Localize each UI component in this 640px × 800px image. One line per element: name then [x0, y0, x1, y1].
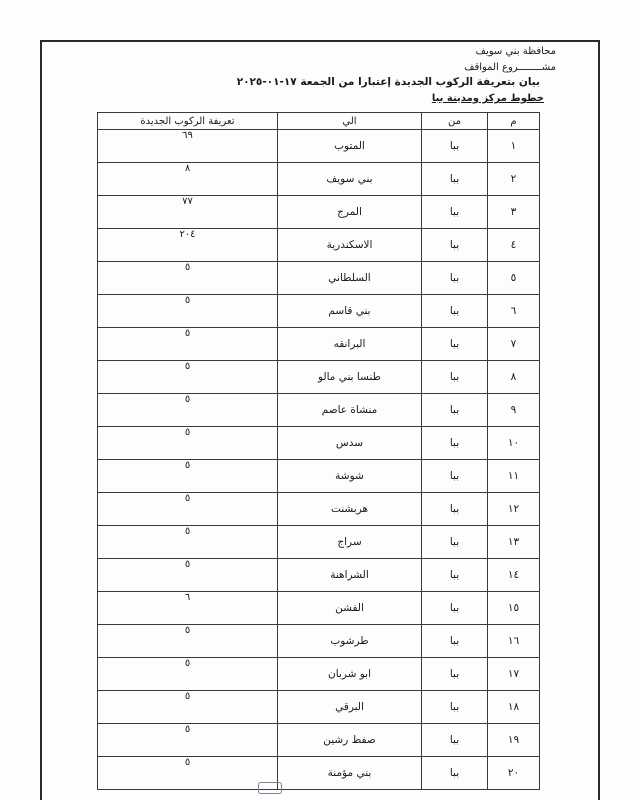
destination-cell: بني مؤمنة: [278, 757, 422, 790]
from-cell: ببا: [422, 526, 488, 559]
from-cell: ببا: [422, 658, 488, 691]
row-number-cell: ٦: [488, 295, 540, 328]
table-row: [98, 592, 540, 625]
destination-cell: الشراهنة: [278, 559, 422, 592]
fare-cell: ٥: [98, 658, 278, 691]
from-cell: ببا: [422, 394, 488, 427]
table-row: [98, 130, 540, 163]
from-cell: ببا: [422, 361, 488, 394]
fare-cell: ٦٩: [98, 130, 278, 163]
row-number-cell: ٧: [488, 328, 540, 361]
row-number-cell: ١١: [488, 460, 540, 493]
destination-cell: السلطاني: [278, 262, 422, 295]
destination-cell: الفشن: [278, 592, 422, 625]
document-subtitle: خطوط مركز ومدينة ببا: [431, 93, 544, 104]
table-row: [98, 757, 540, 790]
fare-cell: ٥: [98, 559, 278, 592]
column-header-to: الي: [278, 113, 422, 130]
fare-cell: ٥: [98, 427, 278, 460]
fare-cell: ٥: [98, 493, 278, 526]
fare-cell: ٥: [98, 361, 278, 394]
table-row: [98, 394, 540, 427]
destination-cell: سراج: [278, 526, 422, 559]
from-cell: ببا: [422, 196, 488, 229]
row-number-cell: ١٩: [488, 724, 540, 757]
row-number-cell: ٨: [488, 361, 540, 394]
fare-cell: ٦: [98, 592, 278, 625]
destination-cell: البرانقه: [278, 328, 422, 361]
row-number-cell: ١٥: [488, 592, 540, 625]
fare-cell: ٥: [98, 526, 278, 559]
fare-cell: ٧٧: [98, 196, 278, 229]
fare-cell: ٥: [98, 394, 278, 427]
table-row: [98, 658, 540, 691]
from-cell: ببا: [422, 493, 488, 526]
fare-cell: ٥: [98, 724, 278, 757]
from-cell: ببا: [422, 592, 488, 625]
table-row: [98, 427, 540, 460]
table-row: [98, 724, 540, 757]
table-row: [98, 295, 540, 328]
row-number-cell: ١٨: [488, 691, 540, 724]
table-row: [98, 196, 540, 229]
row-number-cell: ٢: [488, 163, 540, 196]
table-row: [98, 262, 540, 295]
row-number-cell: ١٤: [488, 559, 540, 592]
row-number-cell: ١٧: [488, 658, 540, 691]
from-cell: ببا: [422, 427, 488, 460]
from-cell: ببا: [422, 757, 488, 790]
from-cell: ببا: [422, 229, 488, 262]
destination-cell: طرشوب: [278, 625, 422, 658]
destination-cell: المتوب: [278, 130, 422, 163]
table-row: [98, 625, 540, 658]
fare-cell: ٢٠٤: [98, 229, 278, 262]
row-number-cell: ٥: [488, 262, 540, 295]
fare-cell: ٥: [98, 328, 278, 361]
table-row: [98, 229, 540, 262]
from-cell: ببا: [422, 691, 488, 724]
row-number-cell: ٩: [488, 394, 540, 427]
destination-cell: سدس: [278, 427, 422, 460]
destination-cell: طنسا بني مالو: [278, 361, 422, 394]
fare-cell: ٥: [98, 295, 278, 328]
table-row: [98, 163, 540, 196]
fare-cell: ٥: [98, 691, 278, 724]
table-row: [98, 328, 540, 361]
fare-cell: ٥: [98, 625, 278, 658]
row-number-cell: ١٦: [488, 625, 540, 658]
row-number-cell: ٢٠: [488, 757, 540, 790]
table-header-row: [98, 113, 540, 130]
row-number-cell: ١٠: [488, 427, 540, 460]
from-cell: ببا: [422, 724, 488, 757]
destination-cell: المرج: [278, 196, 422, 229]
from-cell: ببا: [422, 130, 488, 163]
destination-cell: بني قاسم: [278, 295, 422, 328]
governorate-name: محافظة بني سويف: [475, 46, 556, 57]
fare-cell: ٥: [98, 460, 278, 493]
destination-cell: ابو شربان: [278, 658, 422, 691]
destination-cell: منشاة عاصم: [278, 394, 422, 427]
from-cell: ببا: [422, 328, 488, 361]
destination-cell: الاسكندرية: [278, 229, 422, 262]
row-number-cell: ١٣: [488, 526, 540, 559]
row-number-cell: ٤: [488, 229, 540, 262]
from-cell: ببا: [422, 460, 488, 493]
fares-table: [97, 112, 540, 790]
document-subject: بيان بتعريفة الركوب الجديدة إعتبارا من الجمعة ١٧-٠١-٢٠٢٥: [236, 76, 540, 88]
row-number-cell: ٣: [488, 196, 540, 229]
destination-cell: بني سويف: [278, 163, 422, 196]
table-row: [98, 493, 540, 526]
fare-cell: ٨: [98, 163, 278, 196]
table-row: [98, 460, 540, 493]
destination-cell: صفط رشين: [278, 724, 422, 757]
from-cell: ببا: [422, 262, 488, 295]
destination-cell: شوشة: [278, 460, 422, 493]
from-cell: ببا: [422, 625, 488, 658]
table-row: [98, 691, 540, 724]
column-header-fare: تعريفة الركوب الجديدة: [98, 113, 278, 130]
row-number-cell: ١٢: [488, 493, 540, 526]
table-row: [98, 361, 540, 394]
department-name: مشــــــــروع المواقف: [464, 62, 556, 73]
from-cell: ببا: [422, 295, 488, 328]
fare-cell: ٥: [98, 262, 278, 295]
column-header-from: من: [422, 113, 488, 130]
row-number-cell: ١: [488, 130, 540, 163]
from-cell: ببا: [422, 163, 488, 196]
stamp-mark: [258, 782, 282, 794]
destination-cell: البرقي: [278, 691, 422, 724]
table-row: [98, 559, 540, 592]
destination-cell: هربشنت: [278, 493, 422, 526]
fare-cell: ٥: [98, 757, 278, 790]
table-row: [98, 526, 540, 559]
from-cell: ببا: [422, 559, 488, 592]
column-header-number: م: [488, 113, 540, 130]
